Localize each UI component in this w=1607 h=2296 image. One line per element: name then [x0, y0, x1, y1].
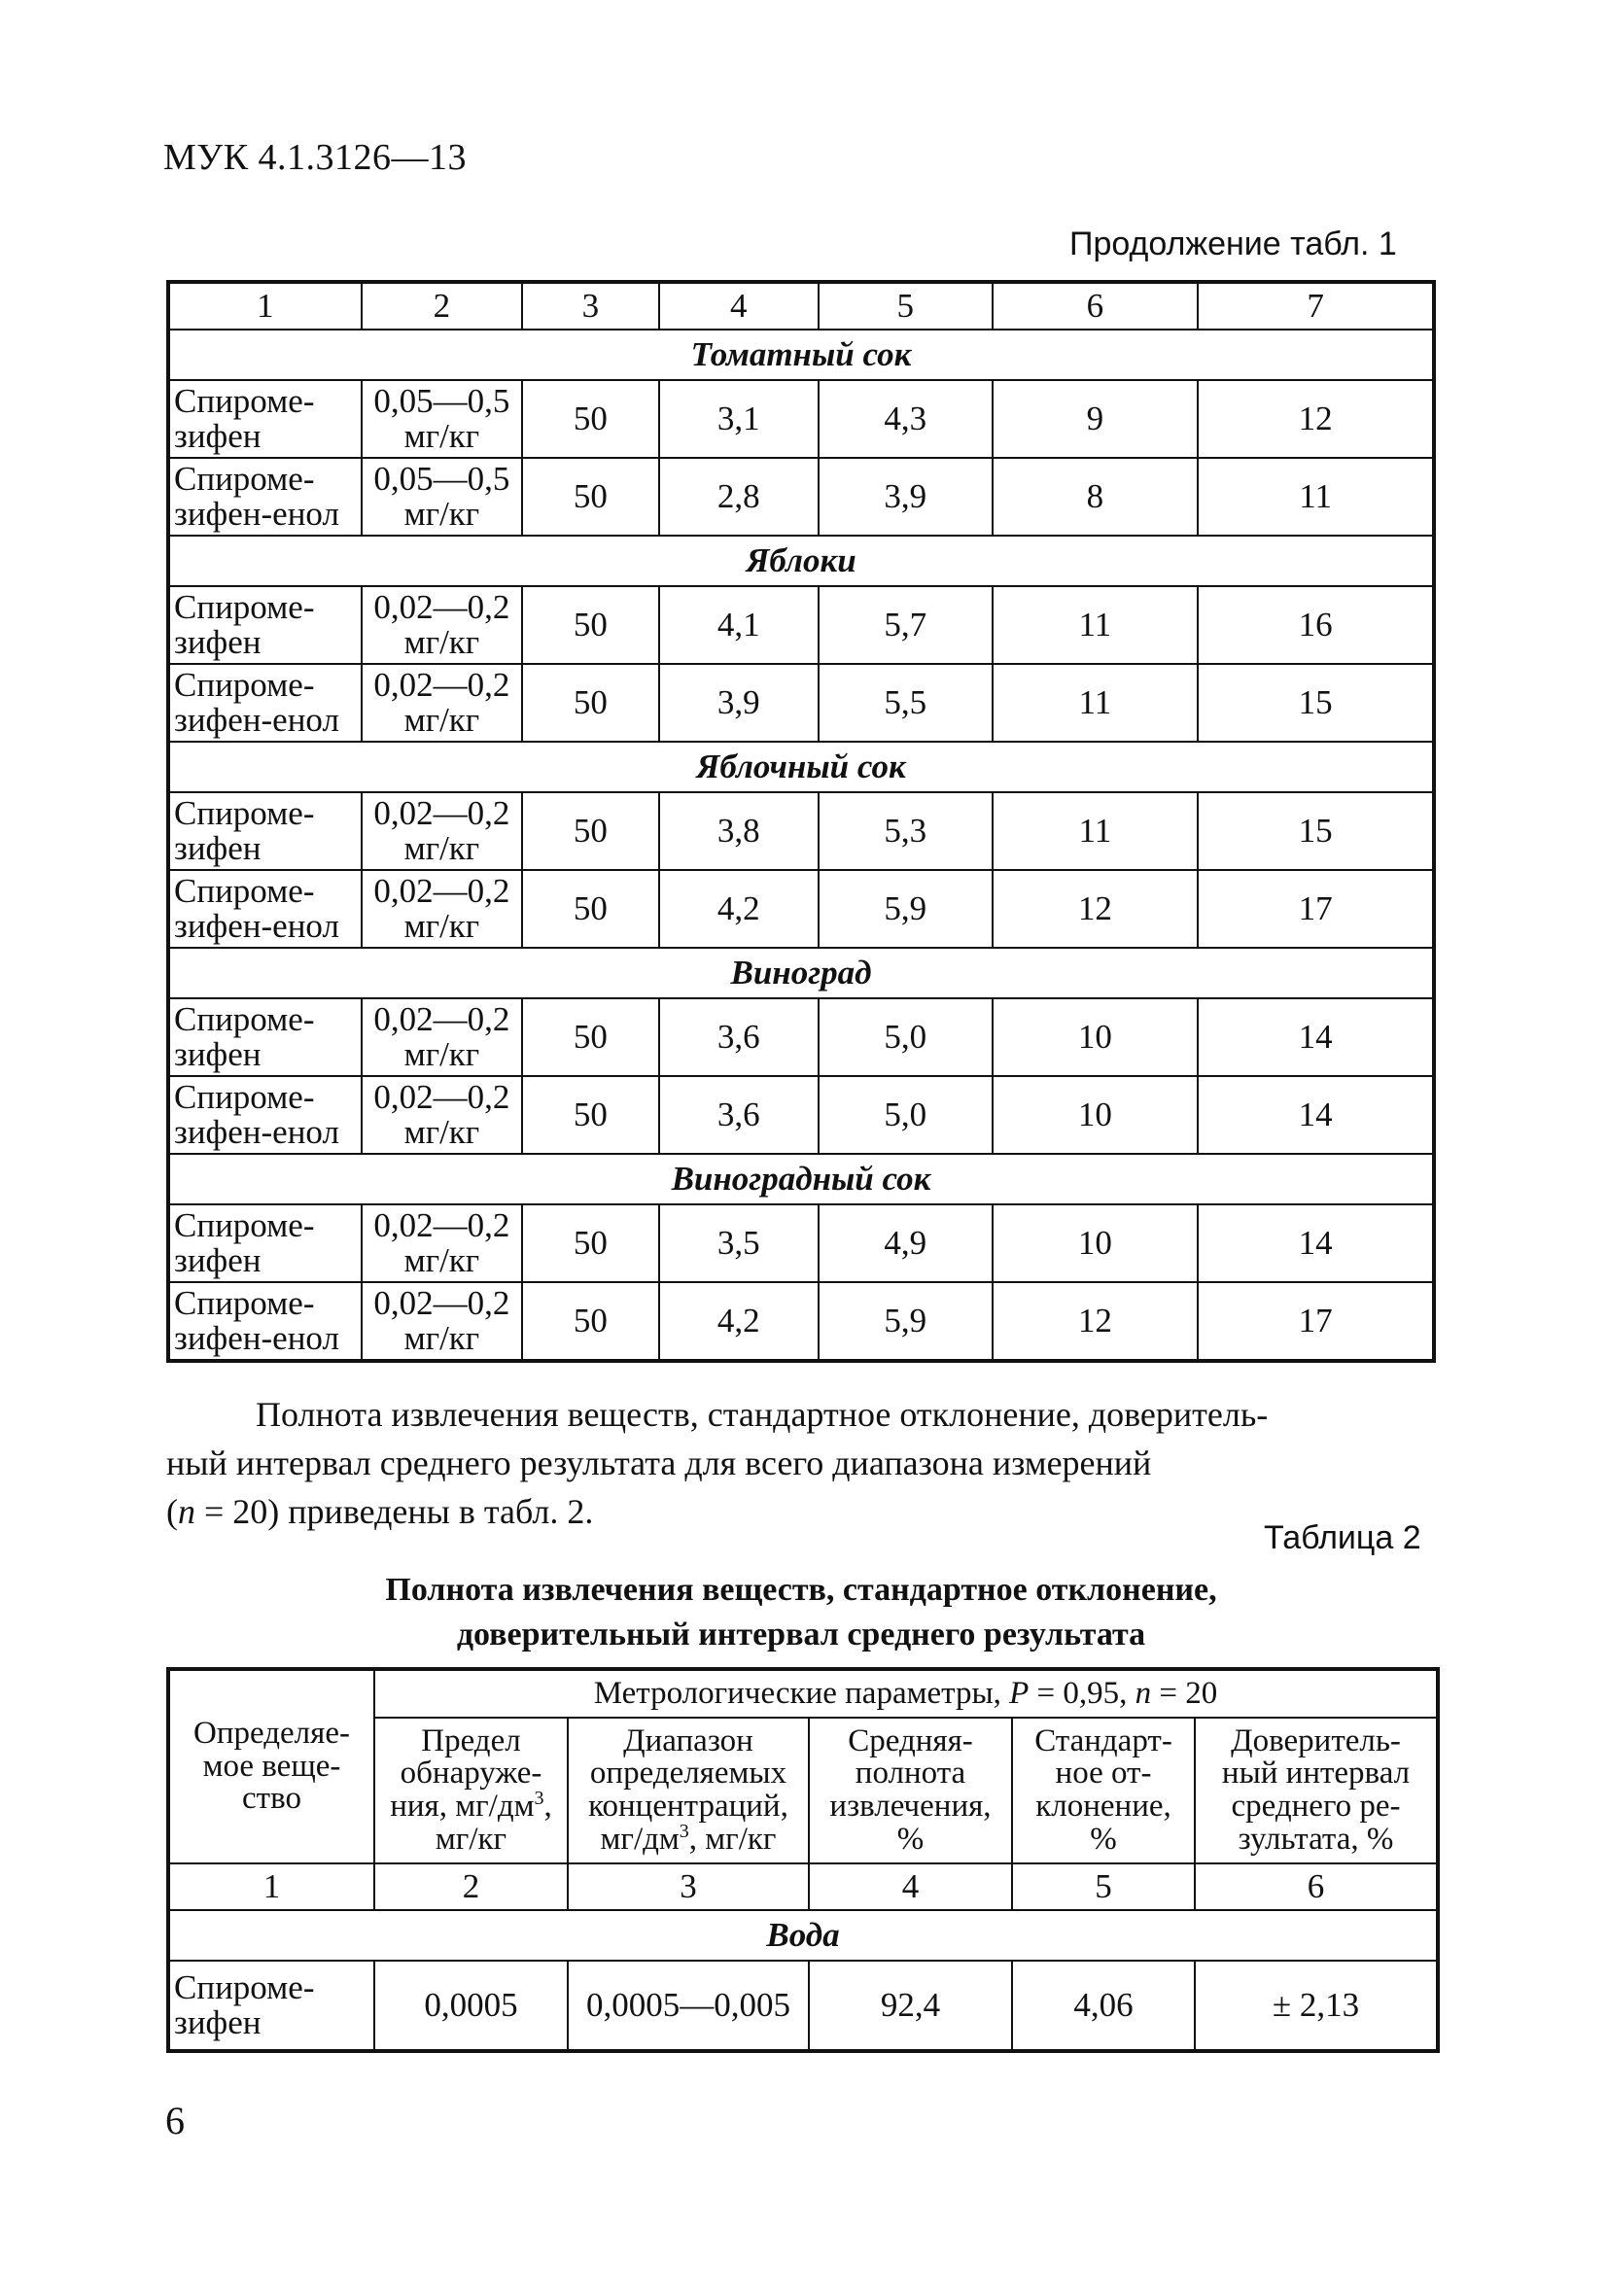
t1-substance-cell: Спироме- зифен	[168, 586, 362, 664]
t1-substance-cell: Спироме- зифен	[168, 380, 362, 458]
t1-range-cell: 0,05—0,5 мг/кг	[362, 380, 523, 458]
t2-substance-cell: Спироме- зифен	[168, 1961, 374, 2051]
t1-value-cell-c7: 15	[1198, 792, 1434, 870]
t1-value-cell-c6: 10	[993, 1076, 1199, 1154]
t1-data-row	[168, 664, 1434, 742]
t2-colnum: 3	[568, 1863, 809, 1910]
t1-group-row	[168, 948, 1434, 998]
t1-value-cell-c3: 50	[522, 1076, 658, 1154]
t1-colnum: 2	[362, 282, 523, 330]
t1-value-cell-c3: 50	[522, 998, 658, 1076]
document-code: МУК 4.1.3126—13	[163, 137, 468, 178]
t1-value-cell-c7: 17	[1198, 870, 1434, 948]
t1-value-cell-c6: 10	[993, 1204, 1199, 1282]
t1-data-row	[168, 998, 1434, 1076]
t1-value-cell-c4: 3,8	[659, 792, 820, 870]
t1-group-row	[168, 742, 1434, 792]
t2-colnum: 4	[809, 1863, 1012, 1910]
t1-value-cell-c4: 3,5	[659, 1204, 820, 1282]
t2-recovery-cell: 92,4	[809, 1961, 1012, 2051]
t2-header-confidence-interval: Доверитель- ный интервал среднего ре- зультата, %	[1195, 1718, 1438, 1863]
t1-range-cell: 0,02—0,2 мг/кг	[362, 870, 523, 948]
t1-value-cell-c5: 4,9	[819, 1204, 993, 1282]
t1-range-cell: 0,02—0,2 мг/кг	[362, 998, 523, 1076]
t1-range-cell: 0,05—0,5 мг/кг	[362, 458, 523, 536]
t1-value-cell-c7: 15	[1198, 664, 1434, 742]
t1-data-row	[168, 1204, 1434, 1282]
t2-colnum: 6	[1195, 1863, 1438, 1910]
t1-value-cell-c5: 3,9	[819, 458, 993, 536]
t1-substance-cell: Спироме- зифен	[168, 792, 362, 870]
table2-title-line-2: доверительный интервал среднего результата	[456, 1617, 1146, 1652]
t1-value-cell-c5: 4,3	[819, 380, 993, 458]
paragraph-line-1: Полнота извлечения веществ, стандартное отклонение, доверитель-	[256, 1395, 1269, 1434]
body-paragraph	[166, 1390, 1436, 1536]
t2-colnum: 5	[1012, 1863, 1195, 1910]
t1-value-cell-c7: 14	[1198, 998, 1434, 1076]
t1-value-cell-c3: 50	[522, 586, 658, 664]
t1-data-row	[168, 380, 1434, 458]
t1-colnum: 4	[659, 282, 820, 330]
t1-substance-cell: Спироме- зифен-енол	[168, 870, 362, 948]
t1-value-cell-c4: 4,2	[659, 870, 820, 948]
t2-data-row	[168, 1961, 1438, 2051]
t1-data-row	[168, 1076, 1434, 1154]
t1-value-cell-c7: 14	[1198, 1076, 1434, 1154]
t1-value-cell-c4: 4,2	[659, 1282, 820, 1361]
table1-body	[168, 282, 1434, 1361]
t2-header-metrological: Метрологические параметры, P = 0,95, n = 20	[374, 1669, 1438, 1718]
t1-range-cell: 0,02—0,2 мг/кг	[362, 1282, 523, 1361]
t1-value-cell-c4: 3,1	[659, 380, 820, 458]
table2-title	[166, 1568, 1436, 1657]
t1-value-cell-c5: 5,0	[819, 1076, 993, 1154]
t1-value-cell-c7: 14	[1198, 1204, 1434, 1282]
t1-value-cell-c3: 50	[522, 458, 658, 536]
t1-value-cell-c6: 12	[993, 1282, 1199, 1361]
t1-value-cell-c4: 3,6	[659, 1076, 820, 1154]
t1-range-cell: 0,02—0,2 мг/кг	[362, 1204, 523, 1282]
t2-header-std-deviation: Стандарт- ное от- клонение, %	[1012, 1718, 1195, 1863]
t1-value-cell-c3: 50	[522, 664, 658, 742]
table1-continuation-caption: Продолжение табл. 1	[1069, 226, 1397, 262]
t1-value-cell-c3: 50	[522, 380, 658, 458]
t1-substance-cell: Спироме- зифен-енол	[168, 1282, 362, 1361]
t1-value-cell-c7: 17	[1198, 1282, 1434, 1361]
t2-header-recovery: Средняя- полнота извлечения, %	[809, 1718, 1012, 1863]
t1-group-title: Яблочный сок	[168, 742, 1434, 792]
t1-value-cell-c7: 11	[1198, 458, 1434, 536]
t1-substance-cell: Спироме- зифен-енол	[168, 458, 362, 536]
t1-data-row	[168, 1282, 1434, 1361]
t1-colnum: 3	[522, 282, 658, 330]
t1-range-cell: 0,02—0,2 мг/кг	[362, 1076, 523, 1154]
t2-group-title: Вода	[168, 1910, 1438, 1961]
t1-value-cell-c7: 16	[1198, 586, 1434, 664]
t1-value-cell-c3: 50	[522, 870, 658, 948]
t1-value-cell-c4: 4,1	[659, 586, 820, 664]
t1-colnum: 5	[819, 282, 993, 330]
t1-range-cell: 0,02—0,2 мг/кг	[362, 792, 523, 870]
paragraph-line-2: ный интервал среднего результата для всего диапазона измерений	[166, 1444, 1152, 1482]
t1-group-title: Томатный сок	[168, 330, 1434, 380]
table1	[166, 280, 1436, 1363]
t1-value-cell-c3: 50	[522, 1204, 658, 1282]
t1-value-cell-c6: 8	[993, 458, 1199, 536]
t1-value-cell-c5: 5,7	[819, 586, 993, 664]
t1-value-cell-c6: 10	[993, 998, 1199, 1076]
t1-value-cell-c5: 5,3	[819, 792, 993, 870]
t2-colnum: 1	[168, 1863, 374, 1910]
t1-value-cell-c6: 12	[993, 870, 1199, 948]
t1-value-cell-c5: 5,9	[819, 870, 993, 948]
paragraph-line-3: (n = 20) приведены в табл. 2.	[166, 1492, 594, 1531]
t2-std-deviation-cell: 4,06	[1012, 1961, 1195, 2051]
t1-colnum: 1	[168, 282, 362, 330]
t2-group-row	[168, 1910, 1438, 1961]
t1-value-cell-c6: 11	[993, 586, 1199, 664]
t2-header-detection-limit: Предел обнаруже- ния, $мг/дм^3$, мг/кг	[374, 1718, 568, 1863]
table2-label: Таблица 2	[1264, 1519, 1421, 1556]
t1-value-cell-c6: 11	[993, 664, 1199, 742]
t1-data-row	[168, 586, 1434, 664]
t1-substance-cell: Спироме- зифен-енол	[168, 664, 362, 742]
t1-value-cell-c4: 3,9	[659, 664, 820, 742]
t1-data-row	[168, 792, 1434, 870]
t1-group-title: Виноград	[168, 948, 1434, 998]
t1-range-cell: 0,02—0,2 мг/кг	[362, 664, 523, 742]
t1-value-cell-c5: 5,0	[819, 998, 993, 1076]
t1-data-row	[168, 870, 1434, 948]
t1-value-cell-c6: 11	[993, 792, 1199, 870]
t1-value-cell-c5: 5,5	[819, 664, 993, 742]
t1-value-cell-c5: 5,9	[819, 1282, 993, 1361]
t1-substance-cell: Спироме- зифен	[168, 1204, 362, 1282]
t1-value-cell-c3: 50	[522, 1282, 658, 1361]
t1-value-cell-c4: 3,6	[659, 998, 820, 1076]
t2-range-cell: 0,0005—0,005	[568, 1961, 809, 2051]
t1-colnum: 6	[993, 282, 1199, 330]
t2-header-substance: Определяе- мое веще- ство	[168, 1669, 374, 1863]
t2-column-numbers-row	[168, 1863, 1438, 1910]
t1-group-title: Виноградный сок	[168, 1154, 1434, 1204]
t2-confidence-interval-cell: ± 2,13	[1195, 1961, 1438, 2051]
t1-value-cell-c3: 50	[522, 792, 658, 870]
t2-header-range: Диапазон определяемых концентраций, $мг/дм^3$, мг/кг	[568, 1718, 809, 1863]
t1-group-row	[168, 536, 1434, 586]
t1-group-row	[168, 330, 1434, 380]
t1-column-numbers-row	[168, 282, 1434, 330]
t1-data-row	[168, 458, 1434, 536]
t1-colnum: 7	[1198, 282, 1434, 330]
t1-group-title: Яблоки	[168, 536, 1434, 586]
table2-title-line-1: Полнота извлечения веществ, стандартное отклонение,	[385, 1572, 1217, 1608]
t1-substance-cell: Спироме- зифен-енол	[168, 1076, 362, 1154]
page-number: 6	[165, 2099, 185, 2142]
table2	[166, 1667, 1440, 2053]
t1-value-cell-c4: 2,8	[659, 458, 820, 536]
t2-colnum: 2	[374, 1863, 568, 1910]
t1-range-cell: 0,02—0,2 мг/кг	[362, 586, 523, 664]
t1-group-row	[168, 1154, 1434, 1204]
t1-substance-cell: Спироме- зифен	[168, 998, 362, 1076]
t1-value-cell-c6: 9	[993, 380, 1199, 458]
t2-detection-limit-cell: 0,0005	[374, 1961, 568, 2051]
t1-value-cell-c7: 12	[1198, 380, 1434, 458]
